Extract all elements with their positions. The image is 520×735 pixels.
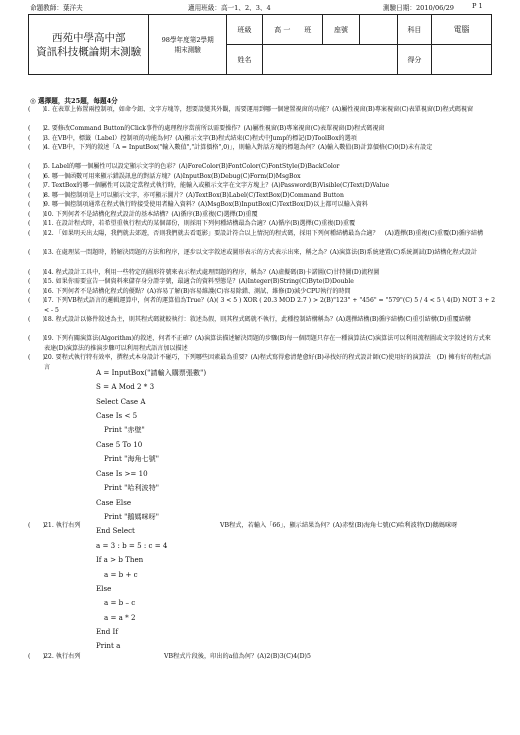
school-name: 西苑中學高中部 <box>51 31 126 44</box>
code-line: Case Is >= 10 <box>96 469 148 478</box>
score-label: 得分 <box>397 45 431 75</box>
question-text: 2. 要修改Command Button的Click事件的處理程序當前所以需要操作？(A)屬性視窗(B)專案視窗(C)表單視窗(D)程式碼視窗 <box>44 125 385 132</box>
answer-blank[interactable]: ( ) <box>28 269 45 276</box>
question-text: 14. 程式設計工具中，利用一些特定的圖形符號來表示程式處理問題的程序，稱為？(A)虛擬碼(B)卡諾圖(C)甘特圖(D)流程圖 <box>44 269 380 276</box>
code-line: End If <box>96 627 118 636</box>
question-text: 9. 哪一個控制項通常在程式執行時接受使用者輸入資料？(A)MsgBox(B)InputBox(C)TextBox(D)以上都可以輸入資料 <box>44 201 368 208</box>
code-line: Print "哈利波特" <box>104 483 160 492</box>
answer-blank[interactable]: ( ) <box>28 278 45 285</box>
school-cell <box>29 15 149 75</box>
code-line: If a > b Then <box>96 555 144 564</box>
question-text: 7. TextBox的哪一個屬性可以設定當程式執行時，能輸入或顯示文字在文字方塊上？(A)Password(B)Visible(C)Text(D)Value <box>44 182 390 189</box>
term-cell <box>149 15 226 75</box>
seat-label: 座號 <box>323 15 359 45</box>
exam-name: 資訊科技概論期末測驗 <box>36 45 142 58</box>
answer-blank[interactable]: ( ) <box>28 106 45 113</box>
code-line: Case 5 To 10 <box>96 440 143 449</box>
code-line: End Select <box>96 526 135 535</box>
answer-blank[interactable]: ( ) <box>28 230 45 237</box>
question-text: 4. 在VB中，下列的敘述「A = InputBox("輸入數值","計算價格",0)」，則輸入對話方塊的標題為何？(A)輸入數值(B)計算價格(C)0(D)未有設定 <box>44 144 433 151</box>
q21-text: VB程式，若輸入「66」，顯示結果為何？(A)赤壁(B)海角七號(C)哈利波特(D)鵝媽咪呀 <box>220 522 458 529</box>
date-text: 測驗日期：2010/06/29 <box>383 4 454 12</box>
name-label: 姓名 <box>226 45 262 75</box>
question-text: 8. 哪一個控制項是上可以顯示文字，亦可顯示圖片？(A)TextBox(B)Label(C)TextBox(D)Command Button <box>44 192 344 199</box>
question-text: 19. 下列有關演算法(Algorithm)的敘述，何者不正確？(A)演算法描述解決問題的步驟(B)每一個問題只存在一種演算法(C)演算法可以利用流程圖或文字敘述的方式來表達(D)演算法的推演步驟可以利用程式語言加以描述 <box>44 335 491 352</box>
code-line: Case Is < 5 <box>96 411 138 420</box>
code-line: Else <box>96 584 112 593</box>
question-text: 12. 「如果明天出太陽，我們就去郊遊，否則我們就去看電影」要設計符合以上情況的程式碼，採用下列何種結構最為合適？ (A)選擇(B)重複(C)重覆(D)循序結構 <box>44 230 484 237</box>
code-line: a = 3 : b = 5 : c = 4 <box>96 541 168 550</box>
q22-label: 22. 執行右列 <box>44 653 81 660</box>
code-line: Select Case A <box>96 397 146 406</box>
code-line: Print "海角七號" <box>104 454 160 463</box>
answer-blank[interactable]: ( ) <box>28 211 45 218</box>
answer-blank[interactable]: ( ) <box>28 192 45 199</box>
answer-blank[interactable]: ( ) <box>28 354 45 361</box>
question-text: 18. 程式設計以條件敘述為主，則其程式碼就較執行：敘述為假，則其程式碼就不執行，此種控制結構稱為？(A)選擇結構(B)循序結構(C)重引結構(D)重覆結構 <box>44 316 471 323</box>
answer-blank[interactable]: ( ) <box>28 288 45 295</box>
name-field[interactable] <box>263 45 398 75</box>
classes-text: 適用班級：高一1、2、3、4 <box>188 4 271 12</box>
subject-label: 科目 <box>397 15 431 45</box>
answer-blank[interactable]: ( ) <box>28 316 45 323</box>
code-line: A = InputBox("請輸入購票張數") <box>96 368 207 377</box>
question-text: 6. 哪一個函數可用來顯示錯誤訊息的對話方塊？(A)InputBox(B)Debug(C)Form(D)MsgBox <box>44 173 301 180</box>
answer-blank[interactable]: ( ) <box>28 135 45 142</box>
code-line: Print a <box>96 641 121 650</box>
question-text: 13. 在處理某一問題時，將解決問題的方法和程序，逐步以文字敘述或圖形表示的方式表示出來，稱之為？(A)演算法(B)系統建置(C)系統測試(D)結構化程式設計 <box>44 249 477 256</box>
answer-blank[interactable]: ( ) <box>28 297 45 304</box>
question-text: 3. 在VB中，標籤（Label）控制項的功能為何？(A)顯示文字(B)程式結束(C)程式中Jump的標記(D)ToolBox的選項 <box>44 135 357 142</box>
q21-paren[interactable]: ( ) <box>28 522 46 529</box>
answer-blank[interactable]: ( ) <box>28 249 45 256</box>
answer-blank[interactable]: ( ) <box>28 144 45 151</box>
answer-blank[interactable]: ( ) <box>28 201 45 208</box>
code-line: a = b – c <box>104 598 136 607</box>
section-title: ◎ 選擇題，共25題，每題4分 <box>30 97 118 105</box>
question-text: 1. 在表單上佈置兩控制項，如命令鈕、文字方塊等，想要設變其外觀，需要運用到哪一個建置視窗的功能？(A)屬性視窗(B)專案視窗(C)表單視窗(D)程式碼視窗 <box>44 106 474 113</box>
answer-blank[interactable]: ( ) <box>28 220 45 227</box>
code-line: Case Else <box>96 498 132 507</box>
question-text: 10. 下列何者不是結構化程式設計的基本結構？(A)循序(B)重複(C)選擇(D)重覆 <box>44 211 258 218</box>
top-info-line <box>28 2 492 14</box>
q22-text: VB程式片段後，印出的a值為何？(A)2(B)3(C)4(D)5 <box>164 653 311 660</box>
answer-blank[interactable]: ( ) <box>28 173 45 180</box>
question-text: 17. 下列VB程式語言的邏輯運算中，何者的運算值為True？(A)( 3 < 5 ) XOR ( 20.3 MOD 2.7 ) > 2(B)"123" + "456" = "579"(C) 5 / 4 < 5 \ 4(D) NOT 3 + 2 < - 5 <box>44 297 496 314</box>
class-value: 高 一 班 <box>263 15 323 45</box>
question-text: 16. 下列何者不是結構化程式的優點？(A)容易了解(B)容易維護(C)容易除錯、測試、維修(D)減少CPU執行的時間 <box>44 288 351 295</box>
class-label: 班級 <box>226 15 262 45</box>
teacher-text: 命題教師：葉洋夫 <box>30 4 83 12</box>
q22-paren[interactable]: ( ) <box>28 653 46 660</box>
seat-value[interactable] <box>359 15 397 45</box>
answer-blank[interactable]: ( ) <box>28 182 45 189</box>
code-line: Print "鵝媽咪呀" <box>104 512 160 521</box>
code-line: Print "赤壁" <box>104 425 145 434</box>
answer-blank[interactable]: ( ) <box>28 163 45 170</box>
exam-header-table <box>28 14 492 75</box>
answer-blank[interactable]: ( ) <box>28 335 45 342</box>
question-text: 5. Label的哪一個屬性可以設定顯示文字的色彩？(A)ForeColor(B)FontColor(C)FontStyle(D)BackColor <box>44 163 340 170</box>
score-field[interactable] <box>432 45 492 75</box>
answer-blank[interactable]: ( ) <box>28 125 45 132</box>
code-line: a = a * 2 <box>104 613 136 622</box>
question-text: 11. 在設計程式時，若希望重執行程式的某個部份，則採用下列何種結構最為合適？(A)循序(B)選擇(C)重複(D)重覆 <box>44 220 356 227</box>
subject-value: 電腦 <box>432 15 492 45</box>
code-line: S = A Mod 2 * 3 <box>96 382 155 391</box>
code-line: a = b + c <box>104 570 138 579</box>
q21-label: 21. 執行右列 <box>44 522 81 529</box>
page-number: P 1 <box>472 2 483 10</box>
term-text: 98學年度第2學期 <box>161 35 214 44</box>
question-text: 15. 如果你需要宣告一個資料來儲存身分證字號，最適合的資料型態是？(A)Integer(B)String(C)Byte(D)Double <box>44 278 354 285</box>
term-text-2: 期末測驗 <box>174 45 201 54</box>
question-text: 20. 要程式執行特有效率，撰程式本身設計不碰巧，下列哪些因素最為重要？(A)程式寫得愈清楚愈好(B)尋找好的程式設計師(C)使用好的演算法 (D) 擁有好的程式語言 <box>44 354 492 371</box>
